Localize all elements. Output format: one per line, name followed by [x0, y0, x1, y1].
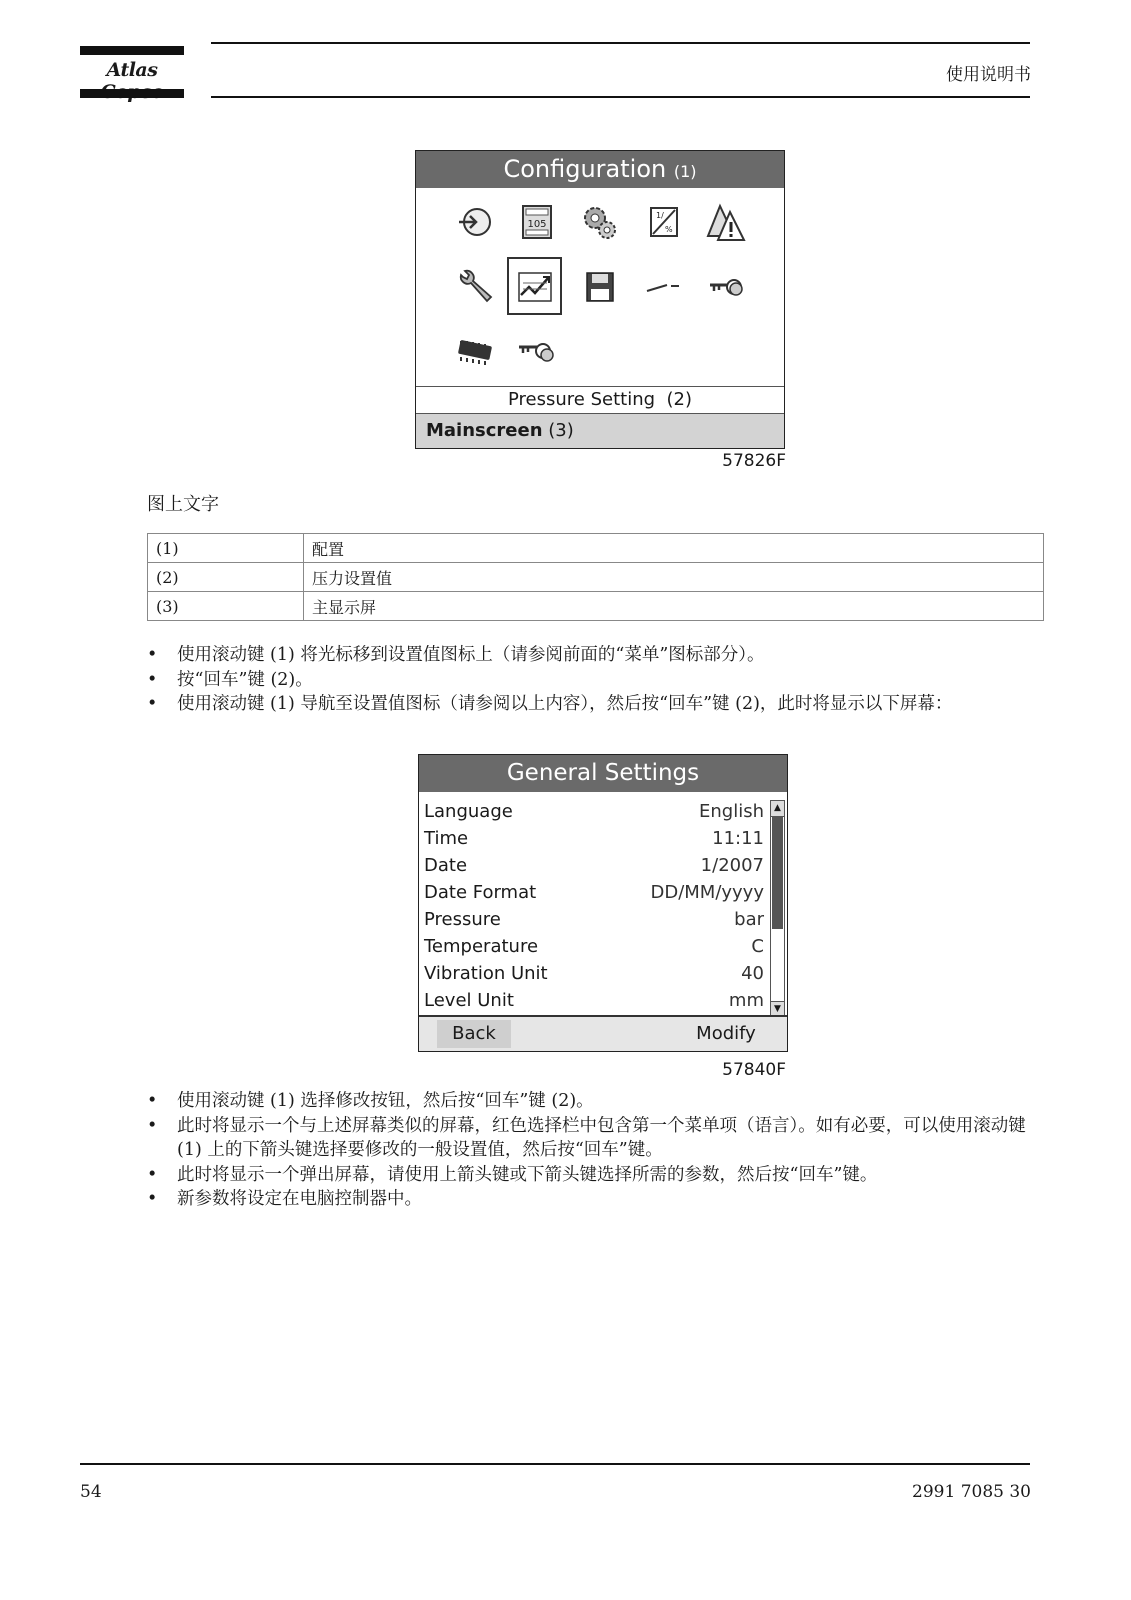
list-item: • 使用滚动键 (1) 选择修改按钮，然后按“回车”键 (2)。: [147, 1091, 594, 1111]
legend-table: [147, 533, 1044, 621]
mainscreen-button[interactable]: Mainscreen (3): [416, 413, 784, 448]
scroll-up-icon[interactable]: ▲: [771, 801, 784, 817]
legend-caption: 图上文字: [147, 494, 219, 515]
list-item: • 新参数将设定在电脑控制器中。: [147, 1189, 422, 1209]
document-title: 使用说明书: [946, 65, 1031, 85]
start-icon[interactable]: [453, 200, 497, 244]
softkey-bar: [419, 1015, 787, 1051]
list-item: • 使用滚动键 (1) 将光标移到设置值图标上（请参阅前面的“菜单”图标部分）。: [147, 645, 765, 665]
chip-icon[interactable]: [453, 329, 497, 373]
list-item: • 按“回车”键 (2)。: [147, 669, 313, 690]
header-rule-bottom: [211, 96, 1030, 98]
footer-rule: [80, 1463, 1030, 1465]
separator: [416, 386, 784, 387]
modify-button[interactable]: Modify: [696, 1023, 756, 1044]
warning-icon[interactable]: [704, 200, 748, 244]
selected-item-label: Pressure Setting (2): [508, 389, 692, 410]
scrollbar[interactable]: [770, 800, 785, 1018]
keys-icon[interactable]: [515, 329, 559, 373]
key-icon[interactable]: [704, 265, 748, 309]
scale-icon[interactable]: [641, 200, 685, 244]
counter-icon[interactable]: [515, 200, 559, 244]
list-item: • 此时将显示一个与上述屏幕类似的屏幕，红色选择栏中包含第一个菜单项（语言）。如有必要，可以使用滚动键 (1) 上的下箭头键选择要修改的一般设置值，然后按“回车”键。: [147, 1115, 1026, 1160]
table-row: (1) 配置: [148, 534, 1044, 563]
settings-row-date-format[interactable]: Date Format DD/MM/yyyy: [424, 882, 764, 903]
list-item: • 此时将显示一个弹出屏幕，请使用上箭头键或下箭头键选择所需的参数，然后按“回车”键。: [147, 1164, 878, 1185]
configuration-screen: [415, 150, 785, 449]
figure-id: 57826F: [722, 451, 786, 471]
general-settings-screen: [418, 754, 788, 1052]
wrench-icon[interactable]: [453, 265, 497, 309]
line-icon[interactable]: [641, 265, 685, 309]
settings-row-time[interactable]: Time 11:11: [424, 828, 764, 849]
svg-text:1/: 1/: [656, 211, 664, 220]
scroll-thumb[interactable]: [772, 817, 783, 929]
atlas-copco-logo: [80, 46, 184, 98]
figure-id: 57840F: [722, 1060, 786, 1080]
list-item: • 使用滚动键 (1) 导航至设置值图标（请参阅以上内容），然后按“回车”键 (2)，此时将显示以下屏幕：: [147, 694, 953, 714]
settings-row-vibration-unit[interactable]: Vibration Unit 40: [424, 963, 764, 984]
header-rule-top: [211, 42, 1030, 44]
settings-row-level-unit[interactable]: Level Unit mm: [424, 990, 764, 1011]
save-icon[interactable]: [577, 265, 621, 309]
table-row: (2) 压力设置值: [148, 563, 1044, 592]
svg-text:%: %: [665, 225, 673, 234]
page-number: 54: [80, 1482, 102, 1502]
logo-text: Atlas: [106, 59, 158, 81]
gears-icon[interactable]: [577, 200, 621, 244]
instruction-list-1: [147, 643, 1037, 717]
screen-title: General Settings: [419, 755, 787, 792]
document-number: 2991 7085 30: [912, 1482, 1031, 1502]
back-button[interactable]: Back: [437, 1020, 511, 1048]
pressure-setting-icon[interactable]: [513, 265, 557, 309]
svg-text:105: 105: [527, 219, 547, 230]
instruction-list-2: [147, 1089, 1037, 1212]
scroll-down-icon[interactable]: ▼: [771, 1001, 784, 1017]
table-row: (3) 主显示屏: [148, 592, 1044, 621]
settings-row-temperature[interactable]: Temperature C: [424, 936, 764, 957]
settings-row-date[interactable]: Date 1/2007: [424, 855, 764, 876]
screen-title: Configuration (1): [416, 151, 784, 188]
settings-row-pressure[interactable]: Pressure bar: [424, 909, 764, 930]
settings-row-language[interactable]: Language English: [424, 801, 764, 822]
